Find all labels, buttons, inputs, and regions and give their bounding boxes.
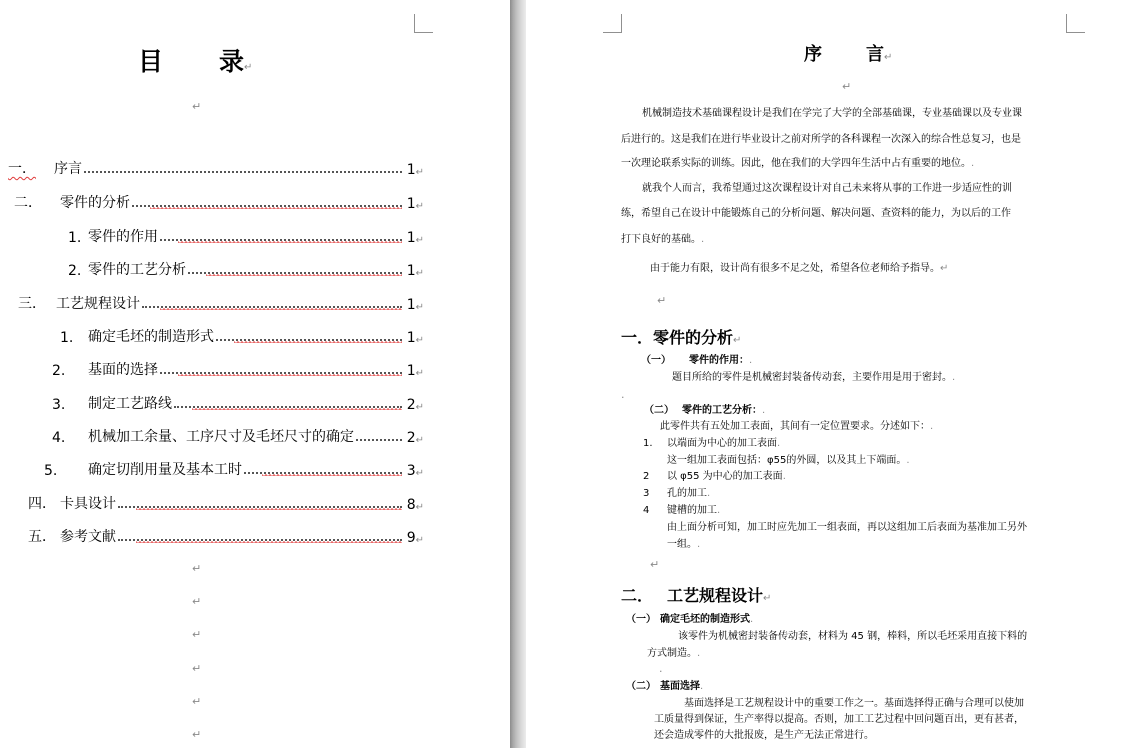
preface-line: 一次理论联系实际的训练。因此，他在我们的大学四年生活中占有重要的地位。. (621, 158, 975, 169)
body-line: 工质量得到保证，生产率得以提高。否则，加工工艺过程中回问题百出，更有甚者， (654, 714, 1024, 725)
section-heading: 二． 工艺规程设计↵ (621, 586, 772, 605)
body-line: 题目所给的零件是机械密封装备传动套，主要作用是用于密封。. (672, 372, 956, 383)
subsection-heading: （一） 零件的作用：. (641, 355, 753, 366)
page-corner-mark (1066, 14, 1085, 33)
paragraph-mark: ↵ (842, 80, 852, 93)
page-corner-mark (603, 14, 622, 33)
toc-entry[interactable]: 1. 确定毛坯的制造形式 1 ↵ (60, 329, 424, 346)
preface-line: 机械制造技术基础课程设计是我们在学完了大学的全部基础课，专业基础课以及专业课 (642, 108, 1022, 119)
preface-line: 后进行的。这是我们在进行毕业设计之前对所学的各科课程一次深入的综合性总复习，也是 (621, 134, 1021, 145)
page-gutter (510, 0, 526, 748)
preface-title: 序 言↵ (804, 44, 893, 65)
body-line: 此零件共有五处加工表面，其间有一定位置要求。分述如下：. (660, 421, 934, 432)
paragraph-mark: . (659, 662, 663, 675)
toc-title: 目 录↵ (138, 47, 253, 76)
toc-entry[interactable]: 四． 卡具设计 8 ↵ (28, 496, 424, 513)
toc-entry[interactable]: 3. 制定工艺路线 2 ↵ (52, 396, 424, 413)
toc-entry[interactable]: 1. 零件的作用 1 ↵ (68, 229, 424, 246)
paragraph-mark: ↵ (657, 294, 667, 307)
toc-entry[interactable]: 5. 确定切削用量及基本工时 3 ↵ (44, 462, 424, 479)
toc-entry[interactable]: 4. 机械加工余量、工序尺寸及毛坯尺寸的确定 2 ↵ (52, 429, 424, 446)
paragraph-mark: ↵ (192, 562, 202, 575)
body-line: 该零件为机械密封装备传动套，材料为 45 钢，棒料，所以毛坯采用直接下料的 (678, 631, 1028, 642)
toc-entry[interactable]: 三． 工艺规程设计 1 ↵ (18, 296, 424, 313)
preface-line: 打下良好的基础。. (621, 234, 705, 245)
paragraph-mark: ↵ (192, 628, 202, 641)
list-item: 这一组加工表面包括：φ55的外圆，以及其上下端面。. (667, 455, 910, 466)
paragraph-mark: ↵ (192, 662, 202, 675)
toc-entry[interactable]: 一． 序言 1 ↵ (8, 161, 424, 178)
body-line: 由上面分析可知，加工时应先加工一组表面，再以这组加工后表面为基准加工另外 (667, 522, 1027, 533)
subsection-heading: （二） 零件的工艺分析：. (644, 405, 766, 416)
list-item: 3 孔的加工. (643, 488, 711, 499)
subsection-heading: （二） 基面选择. (626, 681, 704, 692)
paragraph-mark: ↵ (192, 695, 202, 708)
paragraph-mark: ↵ (192, 595, 202, 608)
body-line: 方式制造。. (647, 648, 701, 659)
list-item: 2 以 φ55 为中心的加工表面. (643, 471, 786, 482)
toc-entry[interactable]: 二． 零件的分析 1 ↵ (14, 195, 424, 212)
toc-entry[interactable]: 五． 参考文献 9 ↵ (28, 529, 424, 546)
toc-entry[interactable]: 2. 基面的选择 1 ↵ (52, 362, 424, 379)
body-line: 基面选择是工艺规程设计中的重要工作之一。基面选择得正确与合理可以使加 (684, 698, 1024, 709)
subsection-heading: （一） 确定毛坯的制造形式. (626, 614, 754, 625)
page-corner-mark (414, 14, 433, 33)
paragraph-mark: ↵ (650, 558, 660, 571)
body-line: 一组。. (667, 539, 701, 550)
section-heading: 一．零件的分析↵ (621, 328, 742, 347)
preface-line: 由于能力有限，设计尚有很多不足之处，希望各位老师给予指导。↵ (650, 263, 949, 274)
toc-entry[interactable]: 2. 零件的工艺分析 1 ↵ (68, 262, 424, 279)
body-line: 还会造成零件的大批报废，是生产无法正常进行。 (654, 730, 874, 741)
preface-line: 就我个人而言，我希望通过这次课程设计对自己未来将从事的工作进一步适应性的训 (642, 183, 1012, 194)
list-item: 4 键槽的加工. (643, 505, 721, 516)
toc-page (0, 0, 510, 748)
paragraph-mark: . (621, 388, 625, 401)
preface-line: 练，希望自己在设计中能锻炼自己的分析问题、解决问题、查资料的能力，为以后的工作 (621, 208, 1011, 219)
paragraph-mark: ↵ (192, 728, 202, 741)
paragraph-mark: ↵ (192, 100, 202, 113)
list-item: 1. 以端面为中心的加工表面. (643, 438, 781, 449)
